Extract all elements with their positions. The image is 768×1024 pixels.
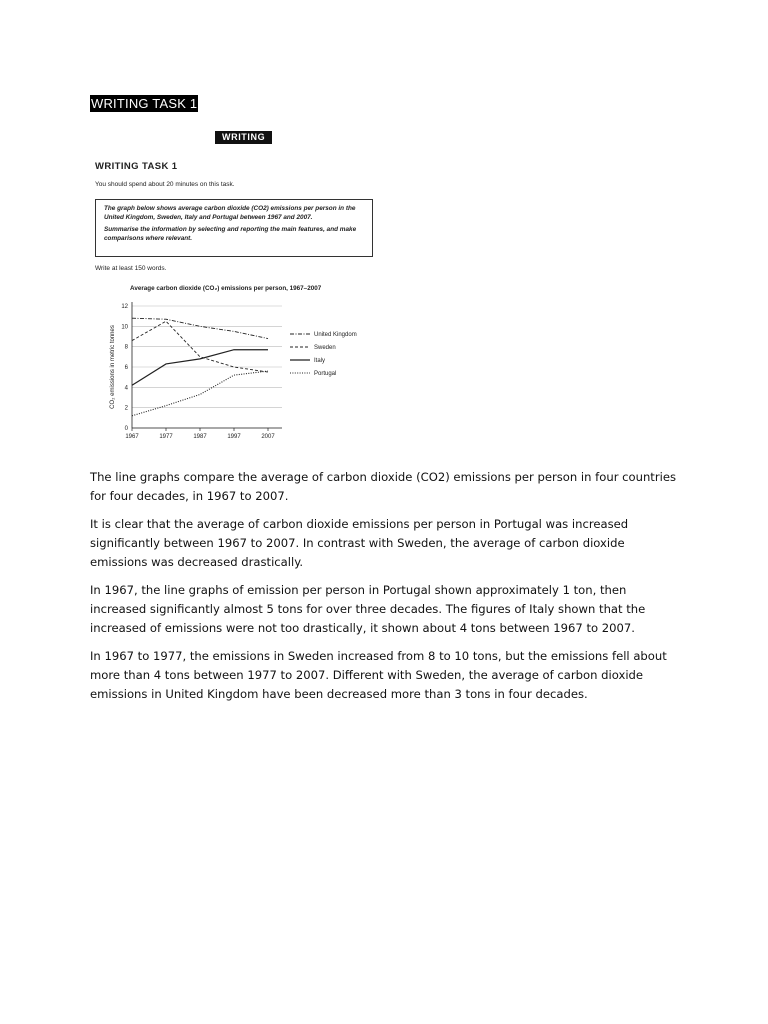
task-prompt-box: [95, 199, 373, 257]
y-axis-label: CO₂ emissions in metric tonnes: [110, 325, 116, 409]
scanned-task-image: [90, 128, 390, 448]
y-tick-label: 10: [121, 324, 128, 331]
x-tick-label: 1967: [125, 434, 139, 440]
series-line-italy: [132, 350, 268, 386]
time-note: You should spend about 20 minutes on this task.: [95, 181, 235, 188]
task-prompt-line: Summarise the information by selecting and reporting the main features, and make comparisons where relevant.: [104, 226, 357, 242]
task-title: WRITING TASK 1: [95, 161, 178, 172]
task-prompt-line: The graph below shows average carbon dioxide (CO2) emissions per person in the United Kingdom, Sweden, Italy and Portugal between 1967 and 2007.: [104, 205, 356, 221]
essay-paragraph: It is clear that the average of carbon dioxide emissions per person in Portugal was increased significantly between 1967 to 2007. In contrast with Sweden, the average of carbon dioxide emissions was decreased drastically.: [90, 517, 629, 569]
y-tick-label: 4: [124, 385, 128, 392]
y-tick-label: 2: [124, 405, 128, 412]
y-tick-label: 0: [124, 426, 128, 432]
word-count-note: Write at least 150 words.: [95, 265, 167, 272]
chart-title: Average carbon dioxide (CO₂) emissions per person, 1967–2007: [130, 285, 322, 292]
x-tick-label: 1977: [159, 434, 173, 440]
x-tick-label: 1997: [227, 434, 241, 440]
legend-label: Sweden: [314, 345, 336, 351]
chart-svg: [90, 280, 390, 448]
essay-paragraph: In 1967 to 1977, the emissions in Sweden increased from 8 to 10 tons, but the emissions fell about more than 4 tons between 1977 to 2007. Different with Sweden, the average of carbon dioxide emissions in United Kingdom have been decreased more than 3 tons in four decades.: [90, 649, 667, 701]
legend-label: Portugal: [314, 371, 337, 377]
emissions-line-chart: [90, 280, 390, 448]
y-tick-label: 8: [124, 344, 128, 351]
series-line-united-kingdom: [132, 318, 268, 338]
series-line-portugal: [132, 371, 268, 416]
legend-label: United Kingdom: [314, 332, 357, 338]
x-tick-label: 2007: [261, 434, 275, 440]
writing-badge: WRITING: [215, 131, 272, 144]
x-tick-label: 1987: [193, 434, 207, 440]
essay-body: [90, 468, 680, 713]
essay-paragraph: The line graphs compare the average of carbon dioxide (CO2) emissions per person in four countries for four decades, in 1967 to 2007.: [90, 470, 677, 503]
legend-label: Italy: [314, 358, 326, 364]
y-tick-label: 6: [124, 365, 128, 371]
y-tick-label: 12: [121, 304, 128, 310]
essay-paragraph: In 1967, the line graphs of emission per person in Portugal shown approximately 1 ton, then increased significantly almost 5 tons for over three decades. The figures of Italy shown that the increased of emissions were not too drastically, it shown about 4 tons between 1967 to 2007.: [90, 583, 646, 635]
document-heading: WRITING TASK 1: [91, 96, 198, 111]
